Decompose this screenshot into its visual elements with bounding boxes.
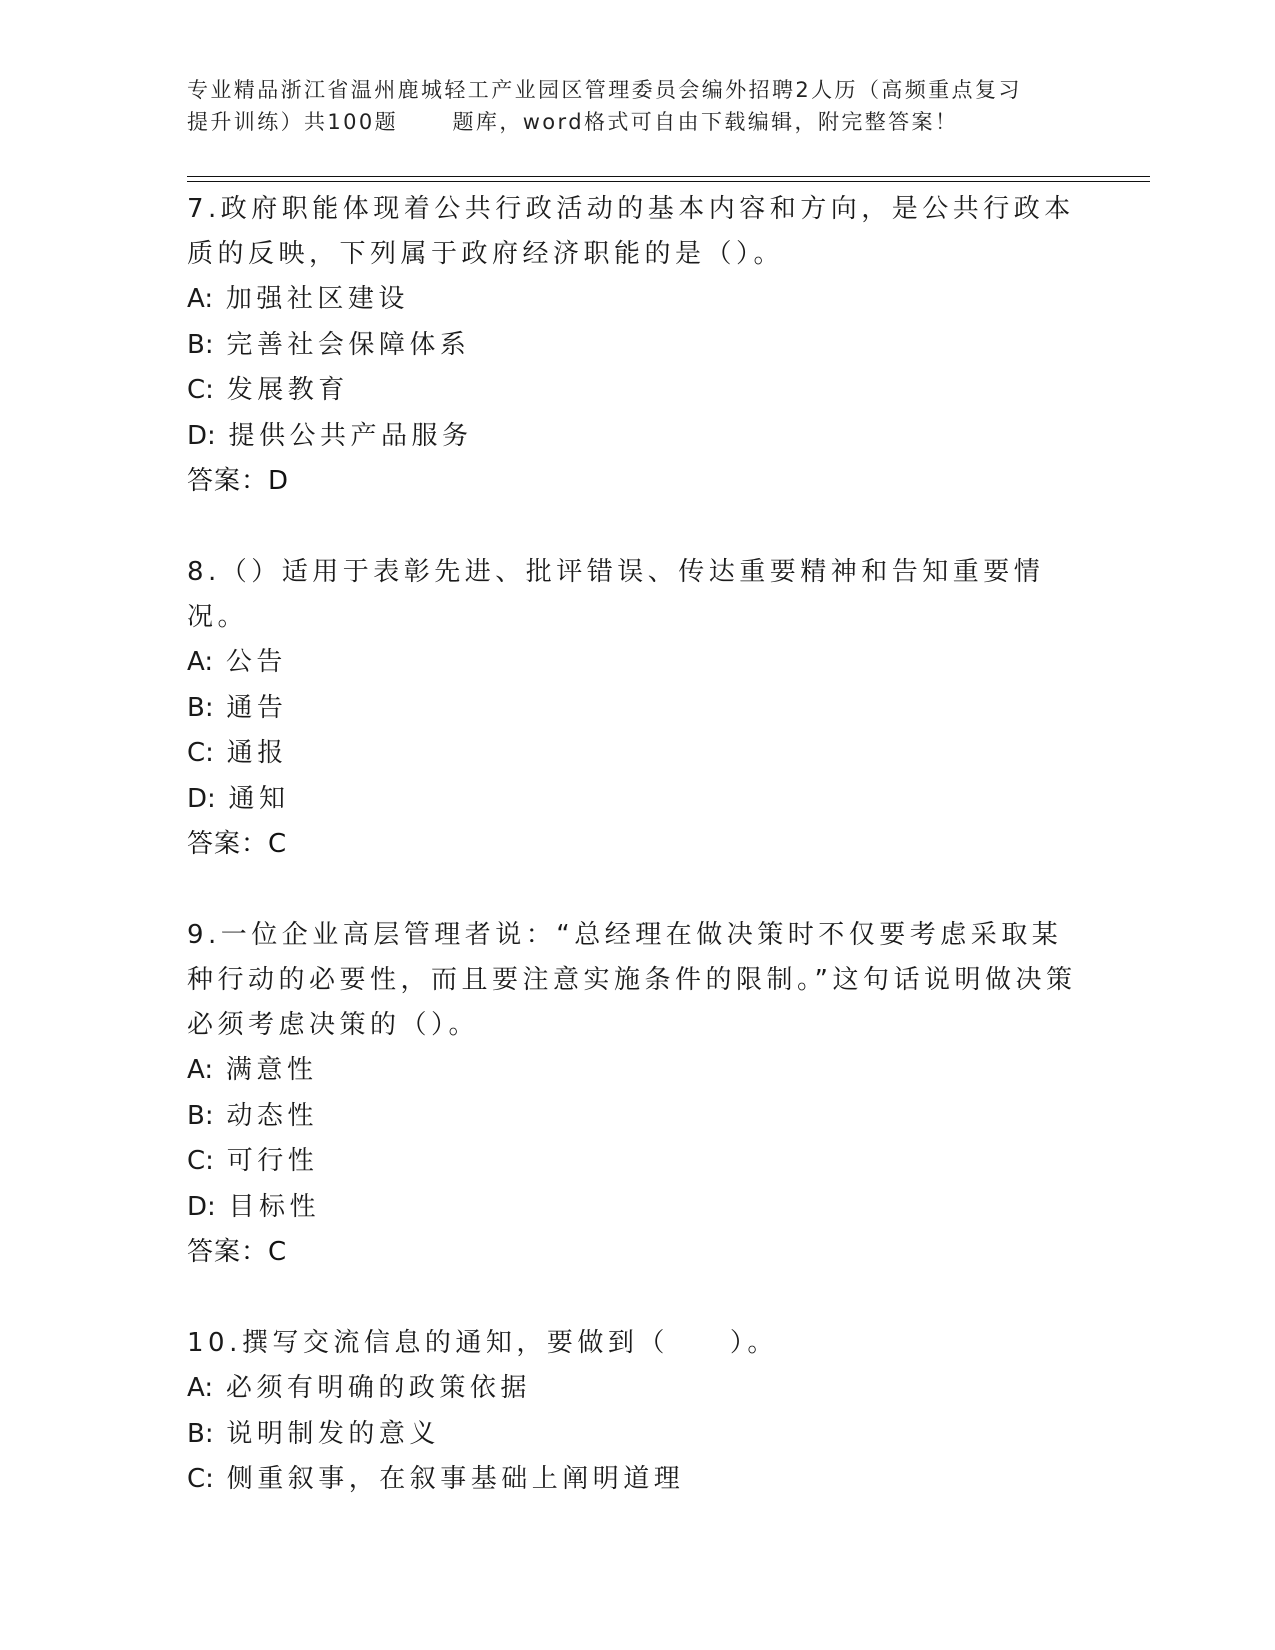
option-text: 说明制发的意义 [226, 1418, 440, 1449]
answer-line: 答案：C [187, 829, 288, 859]
option-c [187, 1457, 1087, 1503]
option-text: 满意性 [225, 1055, 318, 1085]
option-letter: B: [187, 1418, 214, 1449]
option-text: 必须有明确的政策依据 [225, 1373, 531, 1403]
option-letter: C: [187, 738, 214, 768]
option-b [187, 1412, 1087, 1458]
option-d [187, 777, 1087, 823]
option-text: 目标性 [228, 1191, 321, 1222]
header-line-2: 提升训练）共100题 题库，word格式可自由下载编辑，附完整答案！ [187, 110, 959, 134]
header-divider-top [187, 176, 1150, 177]
question-stem: 8.（）适用于表彰先进、批评错误、传达重要精神和告知重要情况。 [187, 557, 1045, 632]
option-letter: A: [187, 1055, 214, 1085]
question-stem: 9.一位企业高层管理者说：“总经理在做决策时不仅要考虑采取某种行动的必要性，而且要注意实施条件的限制。”这句话说明做决策必须考虑决策的（）。 [187, 920, 1077, 1040]
option-d [187, 414, 1087, 460]
header-line-1: 专业精品浙江省温州鹿城轻工产业园区管理委员会编外招聘2人历（高频重点复习 [187, 78, 1022, 102]
document-header [187, 74, 1087, 138]
option-letter: B: [187, 329, 214, 360]
question-stem: 10.撰写交流信息的通知，要做到（ ）。 [187, 1328, 778, 1358]
question-7 [187, 187, 1087, 504]
option-letter: A: [187, 647, 214, 677]
option-letter: C: [187, 1464, 214, 1494]
option-letter: D: [187, 420, 216, 451]
question-8 [187, 550, 1087, 867]
option-letter: C: [187, 1146, 214, 1176]
answer-line: 答案：C [187, 1237, 288, 1267]
question-10 [187, 1321, 1087, 1503]
option-letter: C: [187, 375, 214, 405]
option-text: 公告 [225, 647, 287, 677]
option-text: 提供公共产品服务 [228, 420, 473, 451]
option-b [187, 686, 1087, 732]
option-text: 动态性 [226, 1100, 318, 1131]
option-text: 侧重叙事，在叙事基础上阐明道理 [226, 1464, 685, 1494]
option-letter: D: [187, 1191, 216, 1222]
option-b [187, 1094, 1087, 1140]
option-letter: A: [187, 284, 214, 314]
option-text: 加强社区建设 [225, 284, 409, 314]
option-letter: A: [187, 1373, 214, 1403]
option-c [187, 368, 1087, 414]
option-text: 发展教育 [226, 375, 349, 405]
option-a [187, 1048, 1087, 1094]
option-letter: B: [187, 692, 214, 723]
option-d [187, 1185, 1087, 1231]
option-c [187, 731, 1087, 777]
option-a [187, 640, 1087, 686]
question-list [187, 187, 1087, 1549]
option-letter: D: [187, 783, 216, 814]
option-a [187, 1366, 1087, 1412]
option-letter: B: [187, 1100, 214, 1131]
option-text: 可行性 [226, 1146, 319, 1176]
answer-line: 答案：D [187, 466, 290, 496]
option-c [187, 1139, 1087, 1185]
option-b [187, 323, 1087, 369]
option-text: 通知 [228, 783, 290, 814]
option-text: 完善社会保障体系 [226, 329, 471, 360]
option-text: 通告 [226, 692, 288, 723]
option-text: 通报 [226, 738, 288, 768]
header-divider-bottom [187, 181, 1150, 182]
question-9 [187, 913, 1087, 1275]
question-stem: 7.政府职能体现着公共行政活动的基本内容和方向，是公共行政本质的反映，下列属于政府经济职能的是（）。 [187, 194, 1075, 269]
option-a [187, 277, 1087, 323]
